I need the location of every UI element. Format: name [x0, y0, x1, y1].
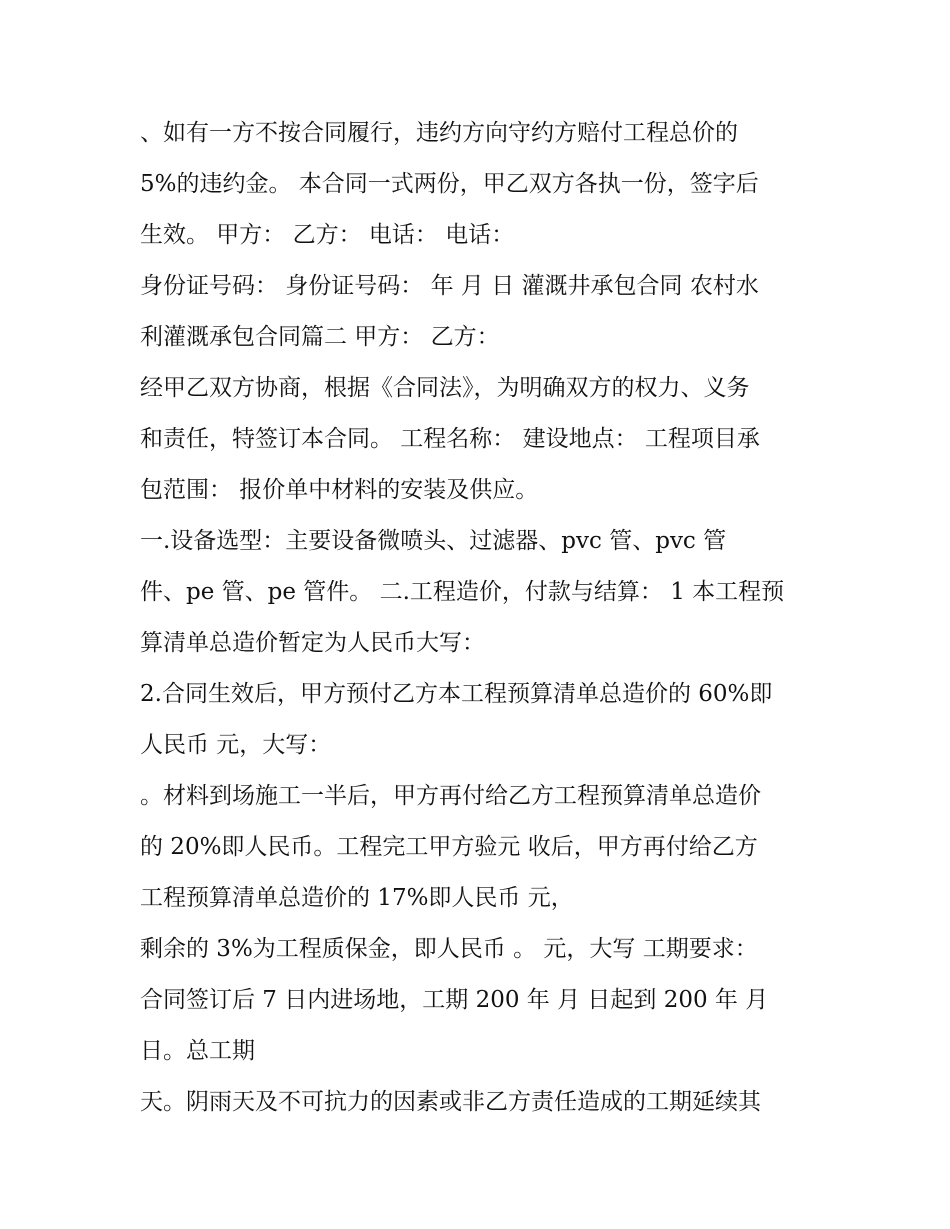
text-line: 日。总工期 — [140, 1038, 255, 1064]
text-line: 合同签订后 7 日内进场地，工期 200 年 月 日起到 200 年 月 — [140, 987, 769, 1013]
text-line: 、如有一方不按合同履行，违约方向守约方赔付工程总价的 — [140, 120, 738, 146]
text-line: 工程预算清单总造价的 17%即人民币 元， — [140, 885, 574, 911]
text-line: 的 20%即人民币。工程完工甲方验元 收后，甲方再付给乙方 — [140, 834, 758, 860]
text-line: 生效。 甲方： 乙方： 电话： 电话： — [140, 222, 515, 248]
text-line: 。材料到场施工一半后，甲方再付给乙方工程预算清单总造价 — [140, 783, 761, 809]
text-line: 剩余的 3%为工程质保金，即人民币 。 元，大写 工期要求： — [140, 936, 758, 962]
text-line: 人民币 元，大写： — [140, 732, 332, 758]
contract-text — [140, 108, 830, 1128]
text-line: 包范围： 报价单中材料的安装及供应。 — [140, 477, 539, 503]
text-line: 经甲乙双方协商，根据《合同法》，为明确双方的权力、义务 — [140, 375, 750, 401]
text-line: 件、pe 管、pe 管件。 二.工程造价，付款与结算： 1 本工程预 — [140, 579, 785, 605]
text-line: 一.设备选型：主要设备微喷头、过滤器、pvc 管、pvc 管 — [140, 528, 727, 554]
text-line: 身份证号码： 身份证号码： 年 月 日 灌溉井承包合同 农村水 — [140, 273, 759, 299]
text-line: 天。阴雨天及不可抗力的因素或非乙方责任造成的工期延续其 — [140, 1089, 761, 1115]
text-line: 算清单总造价暂定为人民币大写： — [140, 630, 485, 656]
text-line: 和责任，特签订本合同。 工程名称： 建设地点： 工程项目承 — [140, 426, 760, 452]
text-line: 2.合同生效后，甲方预付乙方本工程预算清单总造价的 60%即 — [140, 681, 773, 707]
text-line: 5%的违约金。 本合同一式两份，甲乙双方各执一份，签字后 — [140, 171, 759, 197]
text-line: 利灌溉承包合同篇二 甲方： 乙方： — [140, 324, 500, 350]
